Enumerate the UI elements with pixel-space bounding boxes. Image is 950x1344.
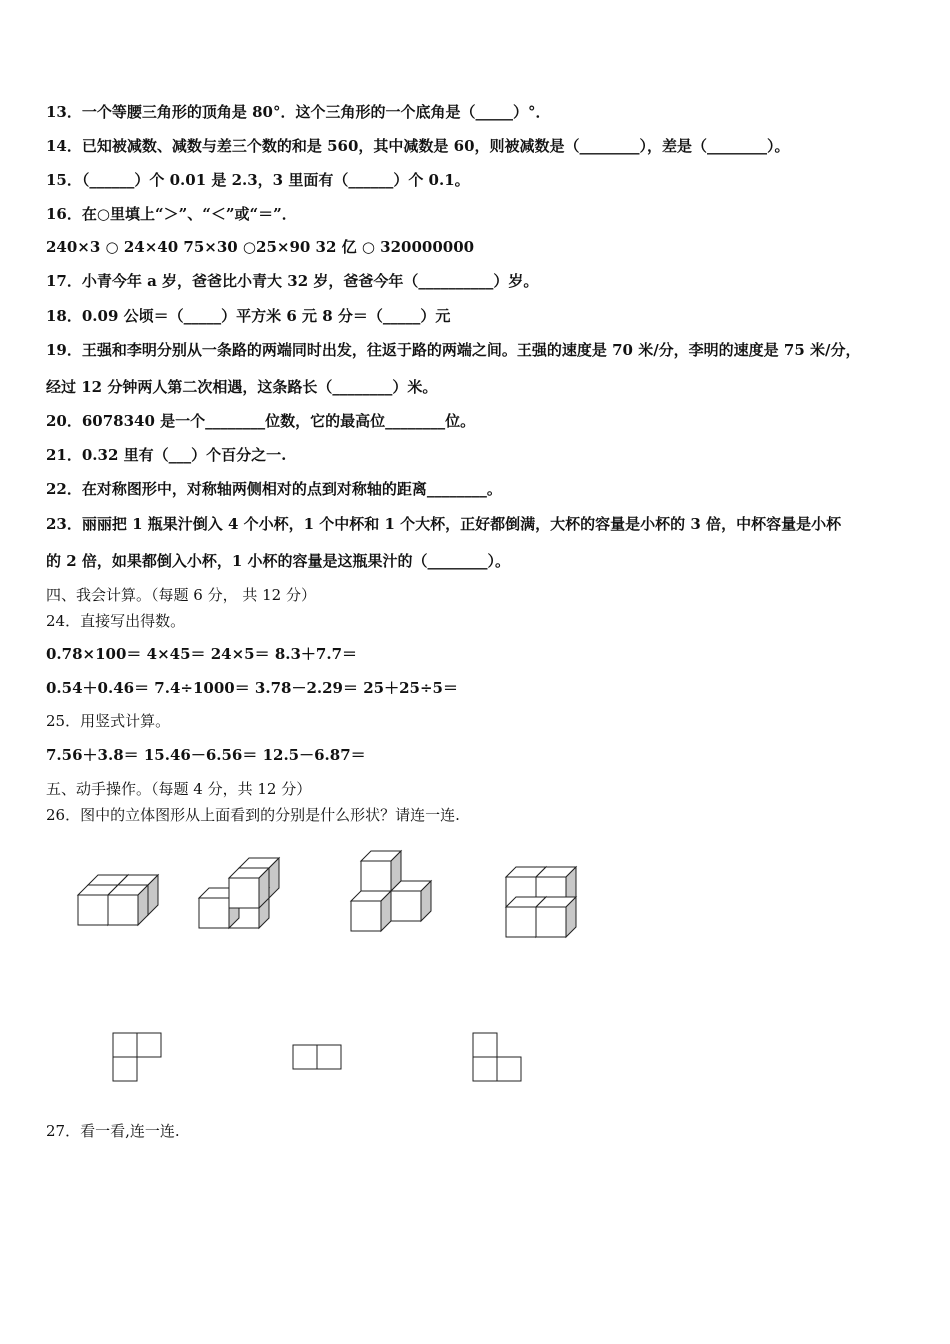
question-26: 26．图中的立体图形从上面看到的分别是什么形状？请连一连.	[46, 806, 460, 824]
question-21: 21．0.32 里有（___）个百分之一.	[46, 446, 287, 464]
question-17: 17．小青今年 a 岁，爸爸比小青大 32 岁，爸爸今年（__________）岁。	[46, 272, 539, 290]
question-14: 14．已知被减数、减数与差三个数的和是 560，其中减数是 60，则被减数是（________），差是（________）。	[46, 137, 790, 155]
top-view-2	[293, 1045, 341, 1069]
solid-2	[199, 858, 279, 928]
question-24-row-2: 0.54＋0.46＝ 7.4÷1000＝ 3.78－2.29＝ 25＋25÷5＝	[46, 679, 458, 697]
question-24: 24．直接写出得数。	[46, 612, 186, 630]
question-19-line-2: 经过 12 分钟两人第二次相遇，这条路长（________）米。	[46, 378, 438, 396]
question-23-line-1: 23．丽丽把 1 瓶果汁倒入 4 个小杯，1 个中杯和 1 个大杯，正好都倒满，大杯的容量是小杯的 3 倍，中杯容量是小杯	[46, 515, 842, 533]
solid-3	[351, 851, 431, 931]
question-16: 16．在○里填上“＞”、“＜”或“＝”．	[46, 205, 297, 223]
question-16-items: 240×3 ○ 24×40 75×30 ○25×90 32 亿 ○ 320000000	[46, 238, 475, 256]
section-4-heading: 四、我会计算。（每题 6 分， 共 12 分）	[46, 586, 316, 604]
question-24-row-1: 0.78×100＝ 4×45＝ 24×5＝ 8.3＋7.7＝	[46, 645, 358, 663]
question-15: 15．（______）个 0.01 是 2.3，3 里面有（______）个 0.1。	[46, 171, 470, 189]
question-25: 25．用竖式计算。	[46, 712, 171, 730]
question-27: 27．看一看,连一连.	[46, 1122, 180, 1140]
question-22: 22．在对称图形中，对称轴两侧相对的点到对称轴的距离________。	[46, 480, 502, 498]
question-19-line-1: 19．王强和李明分别从一条路的两端同时出发，往返于路的两端之间。王强的速度是 70 米/分，李明的速度是 75 米/分，	[46, 341, 861, 359]
question-18: 18．0.09 公顷＝（_____）平方米 6 元 8 分＝（_____）元	[46, 307, 451, 325]
top-view-1	[113, 1033, 161, 1081]
solid-1	[78, 875, 158, 925]
question-25-row: 7.56＋3.8＝ 15.46－6.56＝ 12.5－6.87＝	[46, 746, 366, 764]
question-23-line-2: 的 2 倍，如果都倒入小杯，1 小杯的容量是这瓶果汁的（________）。	[46, 552, 511, 570]
question-20: 20．6078340 是一个________位数，它的最高位________位。	[46, 412, 476, 430]
section-5-heading: 五、动手操作。（每题 4 分，共 12 分）	[46, 780, 312, 798]
top-view-3	[473, 1033, 521, 1081]
solid-4	[506, 867, 576, 937]
question-13: 13．一个等腰三角形的顶角是 80°．这个三角形的一个底角是（_____）°．	[46, 103, 551, 121]
